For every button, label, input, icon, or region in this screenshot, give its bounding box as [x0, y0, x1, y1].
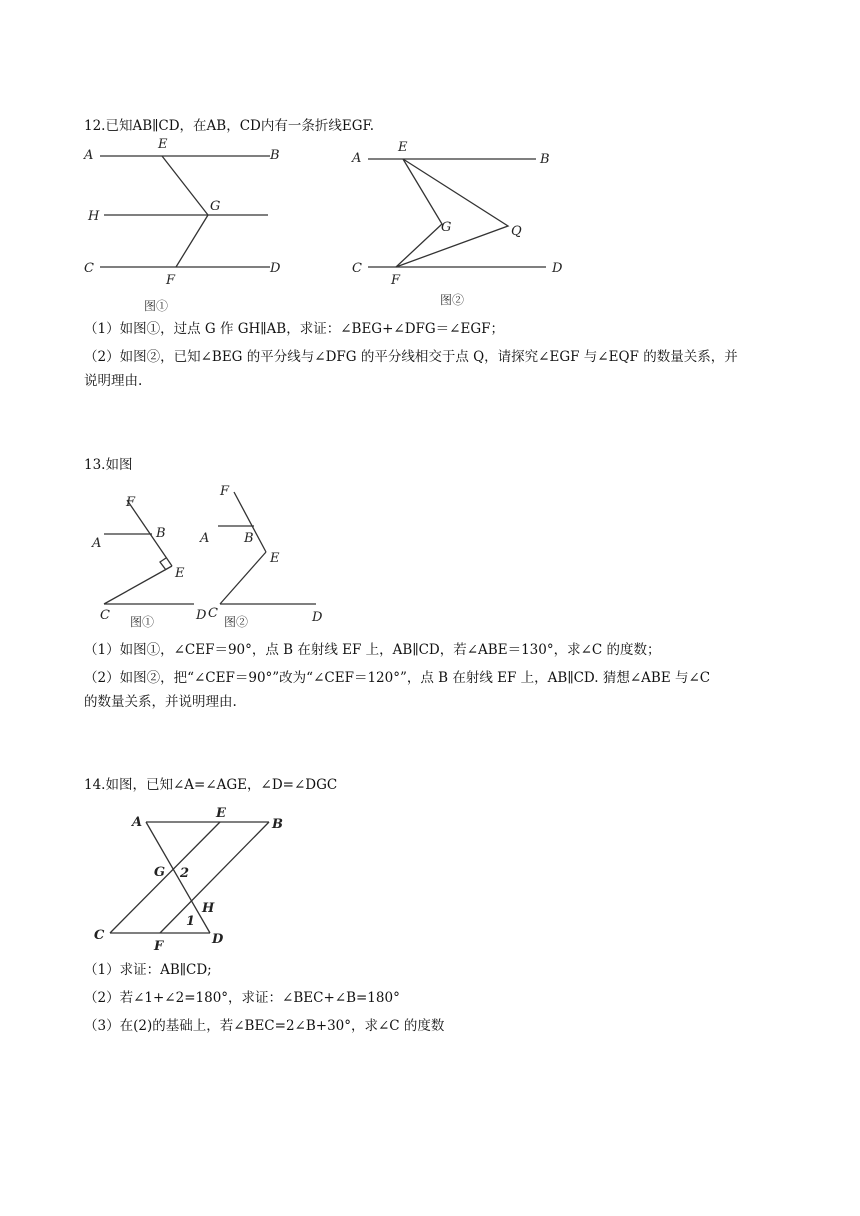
q12-part1: （1）如图①，过点 G 作 GH∥AB，求证：∠BEG+∠DFG＝∠EGF； [84, 321, 504, 337]
label-c: C [352, 261, 362, 276]
label-e: E [175, 566, 185, 581]
line-ec [104, 566, 172, 604]
q13-stem: 13.如图 [84, 457, 133, 473]
q13-figure-1 [90, 480, 210, 630]
label-d: D [212, 932, 224, 947]
label-a: A [200, 531, 210, 546]
q14-part2: （2）若∠1+∠2=180°，求证：∠BEC+∠B=180° [84, 990, 400, 1006]
label-e: E [216, 806, 226, 821]
q13-fig2-caption: 图② [224, 615, 249, 629]
label-h: H [88, 209, 100, 224]
label-g: G [210, 199, 221, 214]
label-a: A [92, 536, 102, 551]
label-a: A [352, 151, 362, 166]
q12-figure-1 [80, 138, 290, 318]
label-h: H [202, 901, 215, 916]
q13-part1: （1）如图①，∠CEF＝90°，点 B 在射线 EF 上，AB∥CD，若∠ABE＝130°，求∠C 的度数； [84, 642, 661, 658]
label-g: G [441, 220, 452, 235]
label-b: B [272, 817, 283, 832]
label-b: B [156, 526, 166, 541]
label-angle-2: 2 [180, 866, 190, 881]
right-angle-mark [160, 558, 166, 570]
label-f: F [166, 273, 176, 288]
q12-figure-2 [348, 138, 578, 318]
label-c: C [208, 606, 218, 621]
label-e: E [270, 551, 280, 566]
label-b: B [244, 531, 254, 546]
q12-fig1-caption: 图① [144, 299, 169, 313]
polyline-egf [162, 156, 208, 267]
q13-part2-line2: 的数量关系，并说明理由. [84, 694, 237, 710]
label-f: F [154, 939, 164, 954]
label-b: B [270, 148, 280, 163]
q13-figure-2 [198, 480, 338, 630]
q12-stem: 12.已知AB∥CD，在AB，CD内有一条折线EGF. [84, 118, 375, 134]
line-ec [220, 552, 266, 604]
label-c: C [84, 261, 94, 276]
label-e: E [158, 137, 168, 152]
q14-part3: （3）在(2)的基础上，若∠BEC=2∠B+30°，求∠C 的度数 [84, 1018, 445, 1034]
label-angle-1: 1 [186, 914, 196, 929]
line-fb [160, 822, 269, 933]
label-c: C [100, 608, 110, 623]
q12-part2-line1: （2）如图②，已知∠BEG 的平分线与∠DFG 的平分线相交于点 Q，请探究∠EGF 与∠EQF 的数量关系，并 [84, 349, 738, 365]
q13-part2-line1: （2）如图②，把“∠CEF＝90°”改为“∠CEF＝120°”，点 B 在射线 EF 上，AB∥CD. 猜想∠ABE 与∠C [84, 670, 711, 686]
label-a: A [84, 148, 94, 163]
label-f: F [391, 273, 401, 288]
label-q: Q [511, 224, 522, 239]
label-g: G [154, 865, 166, 880]
q14-part1: （1）求证：AB∥CD; [84, 962, 212, 978]
q12-fig2-caption: 图② [440, 293, 465, 307]
q12-part2-line2: 说明理由. [84, 373, 143, 389]
label-d: D [196, 608, 207, 623]
label-d: D [270, 261, 281, 276]
label-a: A [132, 815, 143, 830]
label-e: E [398, 140, 408, 155]
label-d: D [552, 261, 563, 276]
label-d: D [312, 610, 323, 625]
polyline-egf [396, 159, 442, 267]
q13-fig1-caption: 图① [130, 615, 155, 629]
label-f: F [126, 495, 136, 510]
q14-stem: 14.如图，已知∠A=∠AGE，∠D=∠DGC [84, 777, 338, 793]
label-c: C [94, 928, 105, 943]
label-f: F [220, 484, 230, 499]
label-b: B [540, 152, 550, 167]
q14-figure [88, 800, 283, 960]
